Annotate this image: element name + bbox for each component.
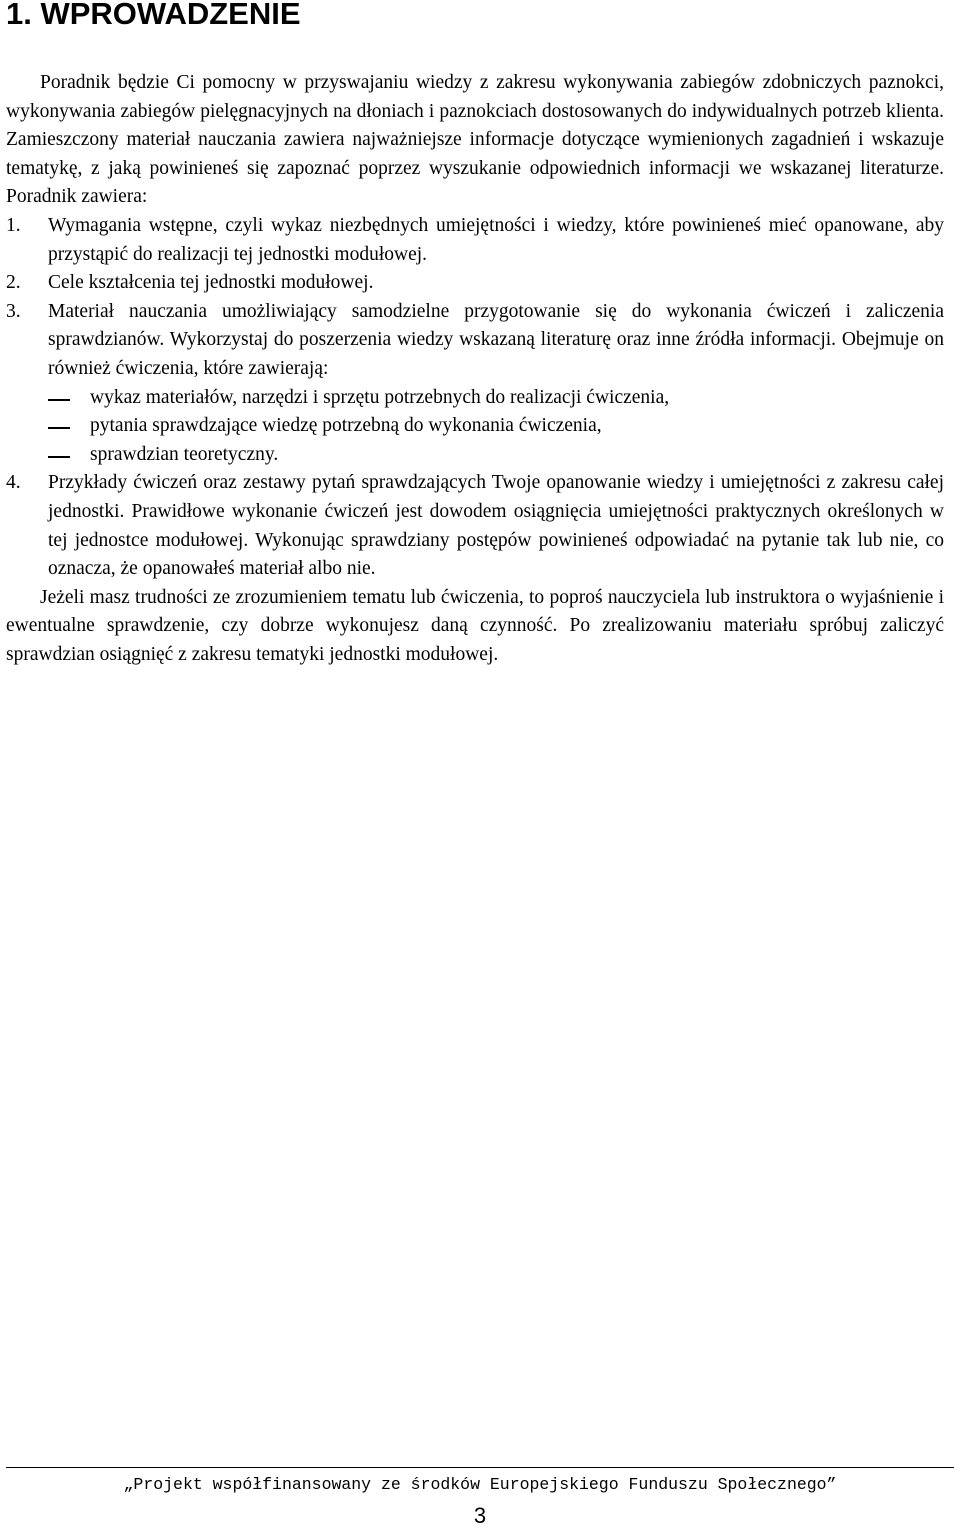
list-item-number: 2.	[6, 272, 21, 294]
dash-item-text: sprawdzian teoretyczny.	[90, 443, 279, 465]
footer-note: „Projekt współfinansowany ze środków Europejskiego Funduszu Społecznego”	[123, 1475, 837, 1494]
list-item	[6, 298, 944, 470]
dash-bullet-icon	[48, 384, 90, 412]
dash-list	[48, 384, 944, 470]
dash-list-item	[48, 441, 944, 470]
list-item-text: Wymagania wstępne, czyli wykaz niezbędnych umiejętności i wiedzy, które powinieneś mieć opanowane, aby przystąpić do realizacji tej jednostki modułowej.	[48, 214, 944, 265]
closing-paragraph: Jeżeli masz trudności ze zrozumieniem tematu lub ćwiczenia, to poproś nauczyciela lub instruktora o wyjaśnienie i ewentualne sprawdzenie, czy dobrze wykonujesz daną czynność. Po zrealizowaniu materiału spróbuj zaliczyć sprawdzian osiągnięć z zakresu tematyki jednostki modułowej.	[6, 586, 944, 665]
dash-item-text: wykaz materiałów, narzędzi i sprzętu potrzebnych do realizacji ćwiczenia,	[90, 386, 670, 408]
list-item-number: 1.	[6, 214, 21, 236]
list-item-text: Materiał nauczania umożliwiający samodzielne przygotowanie się do wykonania ćwiczeń i zaliczenia sprawdzianów. Wykorzystaj do poszerzenia wiedzy wskazaną literaturę oraz inne źródła informacji. Obejmuje on również ćwiczenia, które zawierają:	[48, 300, 944, 379]
contents-list	[6, 212, 944, 584]
list-item-number: 3.	[6, 300, 21, 322]
intro-paragraph: Poradnik będzie Ci pomocny w przyswajaniu wiedzy z zakresu wykonywania zabiegów zdobniczych paznokci, wykonywania zabiegów pielęgnacyjnych na dłoniach i paznokciach dostosowanych do indywidualnych potrzeb klienta. Zamieszczony materiał nauczania zawiera najważniejsze informacje dotyczące wymienionych zagadnień i wskazuje tematykę, z jaką powinieneś się zapoznać poprzez wyszukanie odpowiednich informacji we wskazanej literaturze. Poradnik zawiera:	[6, 72, 944, 208]
section-heading: 1. WPROWADZENIE	[6, 0, 301, 31]
list-item-text: Cele kształcenia tej jednostki modułowej.	[48, 272, 374, 294]
list-item-number: 4.	[6, 472, 21, 494]
page-number: 3	[473, 1503, 487, 1528]
list-item-text: Przykłady ćwiczeń oraz zestawy pytań sprawdzających Twoje opanowanie wiedzy i umiejętności z zakresu całej jednostki. Prawidłowe wykonanie ćwiczeń jest dowodem osiągnięcia umiejętności praktycznych określonych w tej jednostce modułowej. Wykonując sprawdziany postępów powinieneś odpowiadać na pytanie tak lub nie, co oznacza, że opanowałeś materiał albo nie.	[48, 472, 944, 580]
dash-list-item	[48, 412, 944, 441]
dash-item-text: pytania sprawdzające wiedzę potrzebną do wykonania ćwiczenia,	[90, 415, 602, 437]
document-body	[6, 69, 944, 669]
list-item	[6, 469, 944, 583]
list-item	[6, 269, 944, 298]
list-item-body	[48, 298, 944, 470]
dash-bullet-icon	[48, 441, 90, 469]
footer-divider	[6, 1467, 954, 1468]
list-item	[6, 212, 944, 269]
dash-list-item	[48, 384, 944, 413]
dash-bullet-icon	[48, 412, 90, 440]
